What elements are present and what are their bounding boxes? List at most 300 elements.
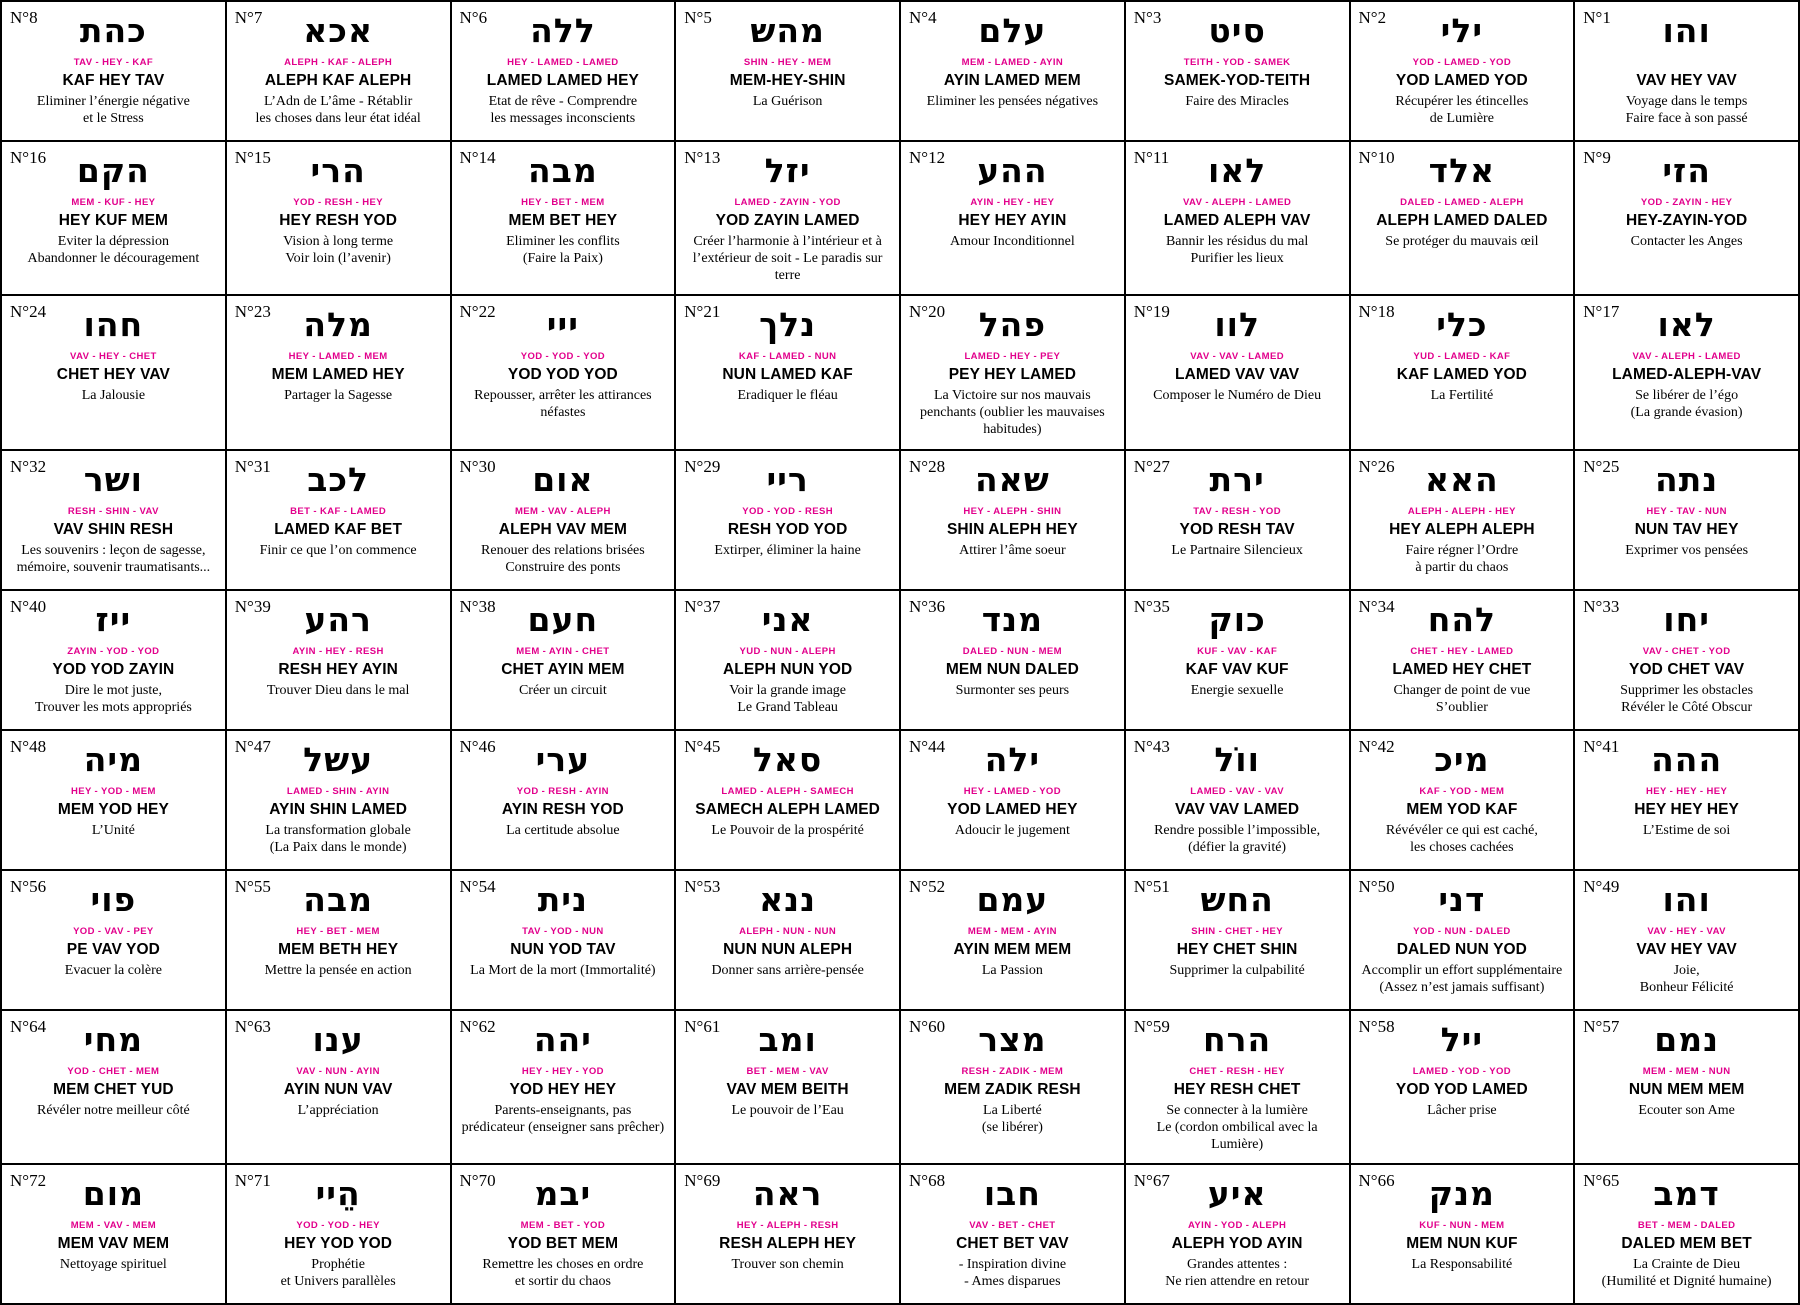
hebrew-letters: ילה: [984, 739, 1041, 779]
transliteration-reversed: YOD - CHET - MEM: [67, 1065, 160, 1077]
card-number: N°29: [684, 456, 721, 476]
card-number: N°4: [909, 8, 937, 27]
latin-name: HEY YOD YOD: [284, 1234, 393, 1252]
transliteration-reversed: DALED - NUN - MEM: [962, 645, 1062, 657]
latin-name: YOD CHET VAV: [1629, 660, 1745, 678]
card-number: N°59: [1133, 1016, 1170, 1036]
name-card: [901, 1011, 1126, 1165]
name-card: [1351, 296, 1576, 450]
description: Vision à long terme Voir loin (l’avenir): [283, 234, 394, 267]
name-card: [1575, 451, 1800, 591]
latin-name: VAV HEY VAV: [1636, 940, 1737, 958]
transliteration-reversed: MEM - MEM - NUN: [1642, 1065, 1731, 1077]
latin-name: KAF VAV KUF: [1185, 660, 1289, 678]
description: Supprimer les obstacles Révéler le Côté Obscur: [1620, 682, 1754, 715]
latin-name: DALED NUN YOD: [1396, 940, 1527, 958]
latin-name: LAMED HEY CHET: [1392, 660, 1532, 678]
hebrew-letters: כוק: [1208, 599, 1266, 639]
hebrew-letters: נמם: [1654, 1019, 1720, 1059]
latin-name: AYIN SHIN LAMED: [269, 800, 408, 818]
hebrew-letters: עמם: [976, 879, 1049, 919]
description: L’appréciation: [297, 1102, 379, 1118]
latin-name: LAMED VAV VAV: [1175, 366, 1300, 384]
transliteration-reversed: HEY - LAMED - YOD: [963, 785, 1061, 797]
hebrew-letters: הרי: [310, 151, 366, 190]
hebrew-letters: ומב: [758, 1019, 817, 1059]
latin-name: CHET BET VAV: [956, 1234, 1069, 1252]
latin-name: NUN MEM MEM: [1628, 1080, 1745, 1098]
name-card: [901, 591, 1126, 731]
card-number: N°64: [10, 1016, 47, 1036]
hebrew-letters: מחי: [83, 1019, 144, 1059]
hebrew-letters: יהה: [533, 1019, 592, 1059]
card-number: N°56: [10, 876, 47, 896]
description: Adoucir le jugement: [954, 822, 1070, 838]
latin-name: HEY RESH YOD: [279, 212, 398, 229]
description: Faire des Miracles: [1185, 94, 1289, 110]
transliteration-reversed: BET - KAF - LAMED: [290, 505, 387, 517]
card-number: N°70: [459, 1170, 496, 1190]
latin-name: MEM LAMED HEY: [271, 366, 405, 384]
name-card: [1126, 731, 1351, 871]
name-card: [1126, 296, 1351, 450]
transliteration-reversed: ALEPH - KAF - ALEPH: [284, 57, 393, 68]
hebrew-letters: מבה: [528, 151, 598, 190]
transliteration-reversed: YOD - YOD - HEY: [296, 1219, 380, 1231]
latin-name: YOD BET MEM: [507, 1234, 619, 1252]
latin-name: ALEPH YOD AYIN: [1171, 1234, 1303, 1252]
transliteration-reversed: YOD - YOD - RESH: [742, 505, 833, 517]
transliteration-reversed: MEM - VAV - ALEPH: [514, 505, 611, 517]
latin-name: MEM-HEY-SHIN: [729, 72, 846, 89]
description: L’Unité: [91, 822, 135, 838]
description: Voyage dans le temps Faire face à son passé: [1625, 94, 1748, 127]
transliteration-reversed: MEM - LAMED - AYIN: [961, 57, 1064, 68]
card-number: N°51: [1133, 876, 1170, 896]
card-number: N°52: [909, 876, 946, 896]
transliteration-reversed: VAV - ALEPH - LAMED: [1632, 351, 1741, 363]
latin-name: AYIN LAMED MEM: [943, 72, 1081, 89]
latin-name: AYIN RESH YOD: [501, 800, 624, 818]
transliteration-reversed: DALED - LAMED - ALEPH: [1400, 197, 1524, 208]
transliteration-reversed: YOD - RESH - AYIN: [516, 785, 609, 797]
hebrew-letters: להח: [1427, 599, 1497, 639]
card-number: N°26: [1358, 456, 1395, 476]
card-number: N°24: [10, 302, 47, 322]
card-number: N°25: [1583, 456, 1620, 476]
description: Energie sexuelle: [1190, 682, 1284, 698]
name-card: [901, 2, 1126, 142]
latin-name: SHIN ALEPH HEY: [946, 520, 1078, 538]
name-card: [676, 451, 901, 591]
latin-name: HEY RESH CHET: [1173, 1080, 1301, 1098]
latin-name: MEM YOD KAF: [1406, 800, 1518, 818]
name-card: [1575, 142, 1800, 296]
hebrew-letters: מנק: [1428, 1173, 1495, 1213]
hebrew-letters: ייל: [1440, 1019, 1484, 1059]
name-card: [1351, 451, 1576, 591]
description: Finir ce que l’on commence: [259, 542, 417, 558]
description: Trouver son chemin: [731, 1256, 844, 1272]
latin-name: YOD YOD LAMED: [1395, 1080, 1528, 1098]
card-number: N°36: [909, 596, 946, 616]
card-number: N°12: [909, 148, 946, 167]
card-number: N°63: [234, 1016, 271, 1036]
hebrew-letters: נתה: [1655, 459, 1719, 499]
name-card: [227, 1011, 452, 1165]
description: Surmonter ses peurs: [955, 682, 1070, 698]
latin-name: LAMED LAMED HEY: [486, 72, 639, 89]
name-card: [452, 1011, 677, 1165]
card-number: N°58: [1358, 1016, 1395, 1036]
hebrew-letters: הזי: [1662, 151, 1711, 190]
card-number: N°34: [1358, 596, 1395, 616]
card-number: N°18: [1358, 302, 1395, 322]
transliteration-reversed: HEY - YOD - MEM: [70, 785, 156, 797]
card-number: N°37: [684, 596, 721, 616]
transliteration-reversed: RESH - SHIN - VAV: [67, 505, 159, 517]
latin-name: NUN YOD TAV: [510, 940, 616, 958]
name-card: [676, 871, 901, 1011]
transliteration-reversed: MEM - AYIN - CHET: [516, 645, 610, 657]
description: L’Adn de L’âme - Rétablir les choses dans leur état idéal: [255, 94, 421, 127]
transliteration-reversed: VAV - NUN - AYIN: [296, 1065, 380, 1077]
name-card: [452, 451, 677, 591]
card-number: N°20: [909, 302, 946, 322]
description: Révévéler ce qui est caché, les choses cachées: [1385, 822, 1538, 855]
name-card: [1126, 1011, 1351, 1165]
name-card: [2, 2, 227, 142]
description: Voir la grande image Le Grand Tableau: [729, 682, 846, 715]
card-number: N°8: [10, 8, 38, 27]
transliteration-reversed: YOD - RESH - HEY: [293, 197, 384, 208]
name-card: [452, 1165, 677, 1305]
card-number: N°33: [1583, 596, 1620, 616]
name-card: [452, 591, 677, 731]
latin-name: AYIN MEM MEM: [953, 940, 1072, 958]
description: Se connecter à la lumière Le (cordon ombilical avec la Lumière): [1156, 1102, 1318, 1152]
hebrew-letters: והו: [1662, 11, 1711, 50]
latin-name: MEM NUN DALED: [945, 660, 1079, 678]
description: La Responsabilité: [1411, 1256, 1513, 1272]
description: Trouver Dieu dans le mal: [266, 682, 410, 698]
name-card: [1126, 142, 1351, 296]
card-number: N°40: [10, 596, 47, 616]
latin-name: HEY ALEPH ALEPH: [1389, 520, 1535, 538]
transliteration-reversed: TEITH - YOD - SAMEK: [1183, 57, 1291, 68]
transliteration-reversed: YUD - LAMED - KAF: [1413, 351, 1511, 363]
hebrew-letters: ירת: [1209, 459, 1265, 499]
card-number: N°46: [459, 736, 496, 756]
transliteration-reversed: KUF - VAV - KAF: [1197, 645, 1278, 657]
latin-name: MEM CHET YUD: [53, 1080, 174, 1098]
name-card: [676, 2, 901, 142]
name-card: [2, 296, 227, 450]
card-number: N°57: [1583, 1016, 1620, 1036]
latin-name: NUN NUN ALEPH: [723, 940, 853, 958]
card-number: N°31: [234, 456, 271, 476]
name-card: [901, 731, 1126, 871]
transliteration-reversed: HEY - HEY - HEY: [1646, 785, 1728, 797]
description: Lâcher prise: [1427, 1102, 1497, 1118]
card-number: N°23: [234, 302, 271, 322]
transliteration-reversed: CHET - RESH - HEY: [1189, 1065, 1285, 1077]
card-number: N°6: [459, 8, 488, 27]
card-number: N°43: [1133, 736, 1170, 756]
hebrew-letters: ללה: [530, 11, 596, 50]
transliteration-reversed: LAMED - ZAYIN - YOD: [734, 197, 841, 208]
transliteration-reversed: VAV - HEY - VAV: [1647, 925, 1726, 937]
name-card: [676, 591, 901, 731]
transliteration-reversed: LAMED - YOD - YOD: [1412, 1065, 1512, 1077]
card-number: N°44: [909, 736, 946, 756]
description: - Inspiration divine - Ames disparues: [958, 1256, 1067, 1289]
name-card: [1575, 1165, 1800, 1305]
card-number: N°72: [10, 1170, 47, 1190]
transliteration-reversed: KAF - YOD - MEM: [1419, 785, 1505, 797]
description: Eradiquer le fléau: [737, 388, 838, 404]
description: Contacter les Anges: [1630, 234, 1743, 250]
card-number: N°10: [1358, 148, 1395, 167]
description: Changer de point de vue S’oublier: [1393, 682, 1531, 715]
description: Evacuer la colère: [64, 962, 162, 978]
hebrew-letters: חעם: [527, 599, 599, 639]
description: Etat de rêve - Comprendre les messages inconscients: [488, 94, 638, 127]
transliteration-reversed: RESH - ZADIK - MEM: [961, 1065, 1064, 1077]
description: Amour Inconditionnel: [949, 234, 1075, 250]
hebrew-letters: איע: [1207, 1173, 1267, 1213]
card-number: N°66: [1358, 1170, 1395, 1190]
card-number: N°7: [234, 8, 263, 27]
transliteration-reversed: VAV - VAV - LAMED: [1190, 351, 1284, 363]
hebrew-letters: ננא: [759, 879, 817, 919]
hebrew-letters: הרח: [1203, 1019, 1272, 1059]
description: La Jalousie: [81, 388, 146, 404]
name-card: [676, 1011, 901, 1165]
hebrew-letters: ערי: [535, 739, 591, 779]
description: Remettre les choses en ordre et sortir du chaos: [482, 1256, 644, 1289]
hebrew-letters: דמב: [1653, 1173, 1720, 1213]
latin-name: HEY CHET SHIN: [1176, 940, 1298, 958]
hebrew-letters: מלה: [303, 305, 373, 345]
name-card: [1575, 296, 1800, 450]
card-number: N°19: [1133, 302, 1170, 322]
description: Bannir les résidus du mal Purifier les lieux: [1165, 234, 1309, 267]
latin-name: MEM NUN KUF: [1406, 1234, 1518, 1252]
transliteration-reversed: YOD - VAV - PEY: [73, 925, 154, 937]
transliteration-reversed: LAMED - SHIN - AYIN: [286, 785, 390, 797]
card-number: N°3: [1133, 8, 1162, 27]
card-number: N°2: [1358, 8, 1387, 27]
name-card: [452, 871, 677, 1011]
latin-name: LAMED-ALEPH-VAV: [1612, 366, 1762, 384]
hebrew-letters: לוו: [1214, 305, 1260, 345]
name-card: [1351, 871, 1576, 1011]
card-number: N°42: [1358, 736, 1395, 756]
description: Le pouvoir de l’Eau: [731, 1102, 844, 1118]
transliteration-reversed: LAMED - ALEPH - SAMECH: [721, 785, 854, 797]
card-number: N°35: [1133, 596, 1170, 616]
hebrew-letters: ענו: [312, 1019, 364, 1059]
transliteration-reversed: YOD - ZAYIN - HEY: [1640, 197, 1733, 208]
transliteration-reversed: YOD - NUN - DALED: [1413, 925, 1511, 937]
latin-name: YOD RESH TAV: [1179, 520, 1295, 538]
name-card: [1351, 1165, 1576, 1305]
card-number: N°27: [1133, 456, 1170, 476]
latin-name: MEM YOD HEY: [57, 800, 169, 818]
hebrew-letters: החש: [1200, 879, 1274, 919]
hebrew-letters: פוי: [90, 879, 137, 919]
transliteration-reversed: MEM - KUF - HEY: [71, 197, 156, 208]
description: La Victoire sur nos mauvais penchants (oublier les mauvaises habitudes): [920, 388, 1105, 438]
hebrew-letters: הקם: [76, 151, 150, 190]
transliteration-reversed: HEY - LAMED - MEM: [288, 351, 388, 363]
latin-name: YOD YOD ZAYIN: [52, 660, 175, 678]
transliteration-reversed: HEY - LAMED - LAMED: [507, 57, 619, 68]
hebrew-letters: הֵיי: [315, 1173, 361, 1213]
description: Accomplir un effort supplémentaire (Assez n’est jamais suffisant): [1361, 962, 1563, 995]
name-card: [1575, 2, 1800, 142]
name-card: [452, 296, 677, 450]
card-number: N°41: [1583, 736, 1620, 756]
transliteration-reversed: CHET - HEY - LAMED: [1410, 645, 1514, 657]
description: L’Estime de soi: [1642, 822, 1731, 838]
latin-name: VAV SHIN RESH: [53, 520, 174, 538]
description: La Crainte de Dieu (Humilité et Dignité humaine): [1601, 1256, 1772, 1289]
hebrew-letters: לכב: [307, 459, 370, 499]
latin-name: YOD LAMED HEY: [947, 800, 1078, 818]
transliteration-reversed: [1583, 57, 1790, 69]
description: Eliminer les conflits (Faire la Paix): [506, 234, 620, 267]
latin-name: HEY HEY AYIN: [958, 212, 1067, 229]
name-card: [901, 871, 1126, 1011]
latin-name: VAV MEM BEITH: [726, 1080, 849, 1098]
name-card: [1351, 142, 1576, 296]
hebrew-letters: נלך: [759, 305, 817, 345]
description: Se libérer de l’égo (La grande évasion): [1630, 388, 1743, 421]
description: Nettoyage spirituel: [59, 1256, 167, 1272]
latin-name: MEM VAV MEM: [57, 1234, 170, 1252]
description: Révéler notre meilleur côté: [36, 1102, 190, 1118]
latin-name: ALEPH NUN YOD: [722, 660, 853, 678]
description: Mettre la pensée en action: [264, 962, 412, 978]
transliteration-reversed: TAV - YOD - NUN: [522, 925, 604, 937]
card-number: N°55: [234, 876, 271, 896]
card-number: N°48: [10, 736, 47, 756]
transliteration-reversed: LAMED - HEY - PEY: [964, 351, 1061, 363]
hebrew-letters: פהל: [978, 305, 1047, 345]
transliteration-reversed: ZAYIN - YOD - YOD: [67, 645, 160, 657]
card-number: N°67: [1133, 1170, 1170, 1190]
transliteration-reversed: ALEPH - NUN - NUN: [739, 925, 837, 937]
latin-name: HEY KUF MEM: [58, 212, 169, 229]
hebrew-letters: רהע: [304, 599, 372, 639]
description: Joie, Bonheur Félicité: [1639, 962, 1734, 995]
name-card: [676, 296, 901, 450]
card-number: N°22: [459, 302, 496, 322]
transliteration-reversed: AYIN - HEY - HEY: [970, 197, 1055, 208]
description: Eviter la dépression Abandonner le découragement: [27, 234, 200, 267]
name-card: [2, 451, 227, 591]
card-number: N°30: [459, 456, 496, 476]
latin-name: VAV HEY VAV: [1636, 72, 1737, 89]
latin-name: CHET AYIN MEM: [501, 660, 625, 678]
hebrew-letters: אני: [761, 599, 814, 639]
description: Prophétie et Univers parallèles: [280, 1256, 396, 1289]
latin-name: ALEPH LAMED DALED: [1376, 212, 1548, 229]
hebrew-letters: מהש: [750, 11, 825, 50]
card-number: N°54: [459, 876, 496, 896]
transliteration-reversed: MEM - VAV - MEM: [70, 1219, 157, 1231]
transliteration-reversed: VAV - CHET - YOD: [1642, 645, 1731, 657]
hebrew-letters: מום: [82, 1173, 144, 1213]
latin-name: LAMED KAF BET: [274, 520, 403, 538]
latin-name: NUN LAMED KAF: [722, 366, 853, 384]
description: La certitude absolue: [506, 822, 620, 838]
name-card: [227, 296, 452, 450]
description: Renouer des relations brisées Construire des ponts: [481, 542, 645, 575]
card-number: N°15: [234, 148, 271, 167]
name-card: [676, 1165, 901, 1305]
latin-name: HEY HEY HEY: [1634, 800, 1739, 818]
name-card: [2, 731, 227, 871]
latin-name: AYIN NUN VAV: [283, 1080, 393, 1098]
description: Se protéger du mauvais œil: [1385, 234, 1539, 250]
name-card: [1126, 1165, 1351, 1305]
hebrew-letters: ראה: [752, 1173, 823, 1213]
hebrew-letters: שאה: [975, 459, 1050, 499]
card-number: N°62: [459, 1016, 496, 1036]
transliteration-reversed: YOD - YOD - YOD: [520, 351, 606, 363]
name-card: [227, 1165, 452, 1305]
name-card: [1351, 591, 1576, 731]
card-number: N°17: [1583, 302, 1620, 322]
description: Repousser, arrêter les attirances néfastes: [474, 388, 652, 421]
transliteration-reversed: YUD - NUN - ALEPH: [739, 645, 836, 657]
card-number: N°50: [1358, 876, 1395, 896]
hebrew-letters: ריי: [766, 459, 809, 499]
name-card: [2, 1165, 227, 1305]
hebrew-letters: מצר: [978, 1019, 1047, 1059]
latin-name: KAF HEY TAV: [62, 72, 165, 89]
name-card: [1351, 2, 1576, 142]
card-number: N°1: [1583, 8, 1611, 27]
name-card: [227, 871, 452, 1011]
hebrew-letters: ווֹל: [1214, 739, 1260, 779]
hebrew-letters: ההה: [1651, 739, 1723, 779]
description: Créer un circuit: [518, 682, 607, 698]
name-card: [452, 142, 677, 296]
description: La Mort de la mort (Immortalité): [470, 962, 656, 978]
latin-name: PEY HEY LAMED: [948, 366, 1077, 384]
name-card: [1351, 1011, 1576, 1165]
transliteration-reversed: SHIN - HEY - MEM: [743, 57, 832, 68]
name-card: [227, 451, 452, 591]
hebrew-letters: מנד: [981, 599, 1043, 639]
description: Attirer l’âme soeur: [959, 542, 1066, 558]
description: La Guérison: [752, 94, 823, 110]
name-card: [452, 731, 677, 871]
hebrew-letters: חבו: [983, 1173, 1041, 1213]
transliteration-reversed: MEM - MEM - AYIN: [967, 925, 1057, 937]
name-card: [1126, 2, 1351, 142]
card-number: N°53: [684, 876, 721, 896]
hebrew-letters: אכא: [303, 11, 373, 50]
transliteration-reversed: BET - MEM - VAV: [746, 1065, 829, 1077]
latin-name: HEY-ZAYIN-YOD: [1625, 212, 1748, 229]
description: Ecouter son Ame: [1638, 1102, 1735, 1118]
name-card: [901, 142, 1126, 296]
